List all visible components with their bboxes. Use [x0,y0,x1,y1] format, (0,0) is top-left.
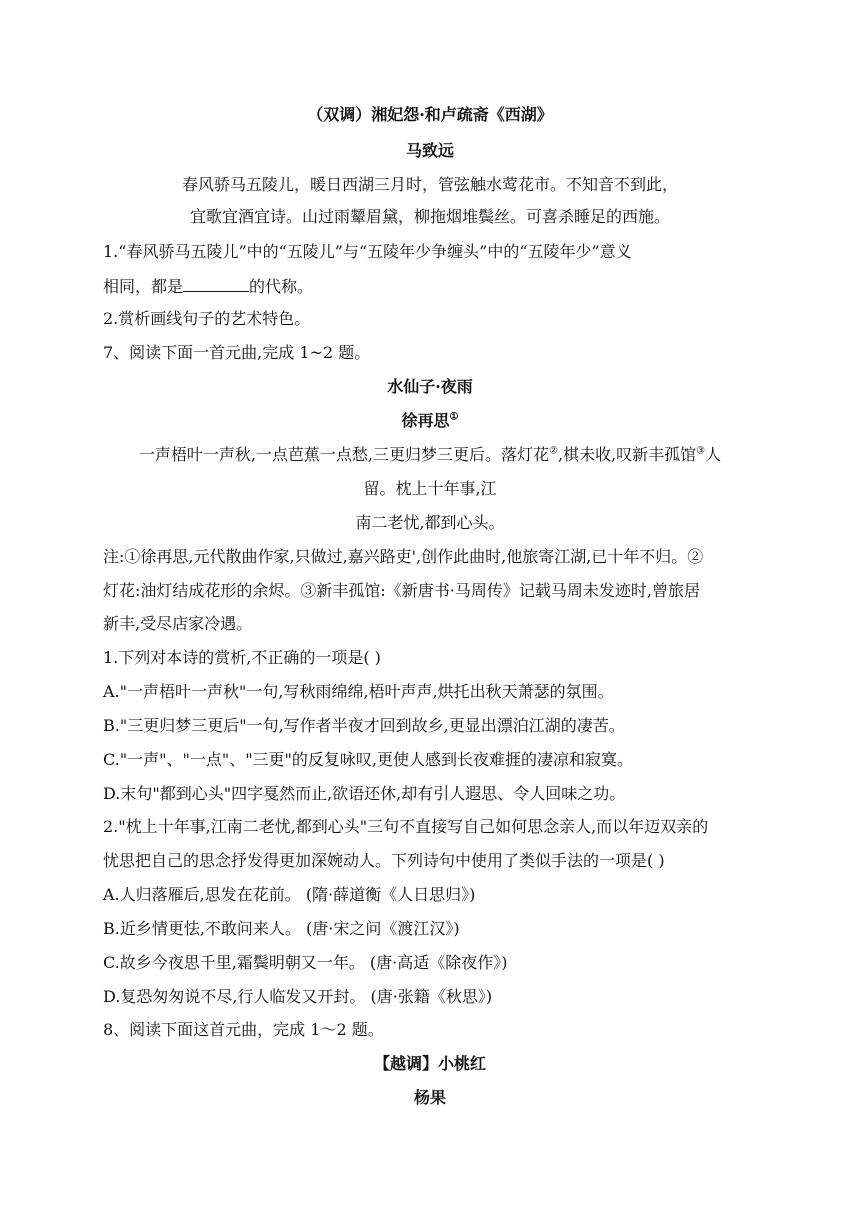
poem-text-c: 人 [705,445,722,464]
q7-sub1-option-b: B."三更归梦三更后"一句,写作者半夜才回到故乡,更显出漂泊江湖的凄苦。 [103,716,625,735]
q7-sub2-option-b: B.近乡情更怯,不敢问来人。 (唐·宋之问《渡江汉》) [103,919,460,938]
q7-sub1-stem: 1.下列对本诗的赏析,不正确的一项是( ) [103,648,381,667]
q8-intro: 8、阅读下面这首元曲，完成 1～2 题。 [103,1020,384,1039]
q7-notes-line3: 新丰,受尽店家冷遇。 [103,614,253,633]
q7-sub1-option-a: A."一声梧叶一声秋"一句,写秋雨绵绵,梧叶声声,烘托出秋天萧瑟的氛围。 [103,682,614,701]
q7-sub2-option-a: A.人归落雁后,思发在花前。 (隋·薛道衡《人日思归》) [103,885,476,904]
question1-text-after-blank: 的代称。 [249,277,314,296]
question1-text-before-blank: 相同，都是 [103,277,184,296]
poem1-author: 马致远 [405,141,454,160]
q7-intro: 7、阅读下面一首元曲,完成 1~2 题。 [103,343,371,362]
q7-poem-author [0,409,860,433]
q7-notes-line1: 注:①徐再思,元代散曲作家,只做过,嘉兴路吏',创作此曲时,他旅寄江湖,已十年不归。② [103,547,704,566]
q8-poem-title: 【越调】小桃红 [373,1054,486,1073]
poem1-line2: 宜歌宜酒宜诗。山过雨颦眉黛，柳拖烟堆鬓丝。可喜杀睡足的西施。 [189,207,670,226]
answer-blank[interactable] [183,273,249,292]
q8-poem-author: 杨果 [413,1088,446,1107]
poem1-question1-line2 [103,273,753,299]
q7-poem-title: 水仙子·夜雨 [387,377,473,396]
q7-sub1-option-c: C."一声"、"一点"、"三更"的反复咏叹,更使人感到长夜难捱的凄凉和寂寞。 [103,750,634,769]
poem1-question1-line1: 1.“春风骄马五陵儿”中的“五陵儿”与“五陵年少争缠头”中的“五陵年少”意义 [103,242,632,261]
poem-text-b: ,棋未收,叹新丰孤馆 [557,445,697,464]
q7-sub1-option-d: D.末句"都到心头"四字戛然而止,欲语还休,却有引人遐思、令人回味之功。 [103,784,626,803]
poem1-title: （双调）湘妃怨·和卢疏斋《西湖》 [307,105,553,124]
poem-text-a: 一声梧叶一声秋,一点芭蕉一点愁,三更归梦三更后。落灯花 [138,445,550,464]
q7-sub2-stem-line2: 忧思把自己的思念抒发得更加深婉动人。下列诗句中使用了类似手法的一项是( ) [103,851,665,870]
author-footnote-marker: ① [449,411,459,423]
q7-author-name: 徐再思 [401,411,450,430]
q7-poem-body-line1 [0,443,860,467]
q7-sub2-stem-line1: 2."枕上十年事,江南二老忧,都到心头"三句不直接写自己如何思念亲人,而以年迈双亲的 [103,817,709,836]
poem1-line1: 春风骄马五陵儿，暖日西湖三月时，管弦触水莺花市。不知音不到此， [181,175,678,194]
q7-notes-line2: 灯花:油灯结成花形的余烬。③新丰孤馆:《新唐书·马周传》记载马周未发迹时,曾旅居 [103,581,700,600]
q7-poem-body-line3: 南二老忧,都到心头。 [355,513,505,532]
poem1-question2: 2.赏析画线句子的艺术特色。 [103,309,311,328]
q7-sub2-option-d: D.复恐匆匆说不尽,行人临发又开封。 (唐·张籍《秋思》) [103,987,493,1006]
footnote-marker-3: ③ [696,445,706,457]
q7-sub2-option-c: C.故乡今夜思千里,霜鬓明朝又一年。 (唐·高适《除夜作》) [103,953,508,972]
q7-poem-body-line2: 留。枕上十年事,江 [363,479,497,498]
footnote-marker-2: ② [549,445,558,457]
